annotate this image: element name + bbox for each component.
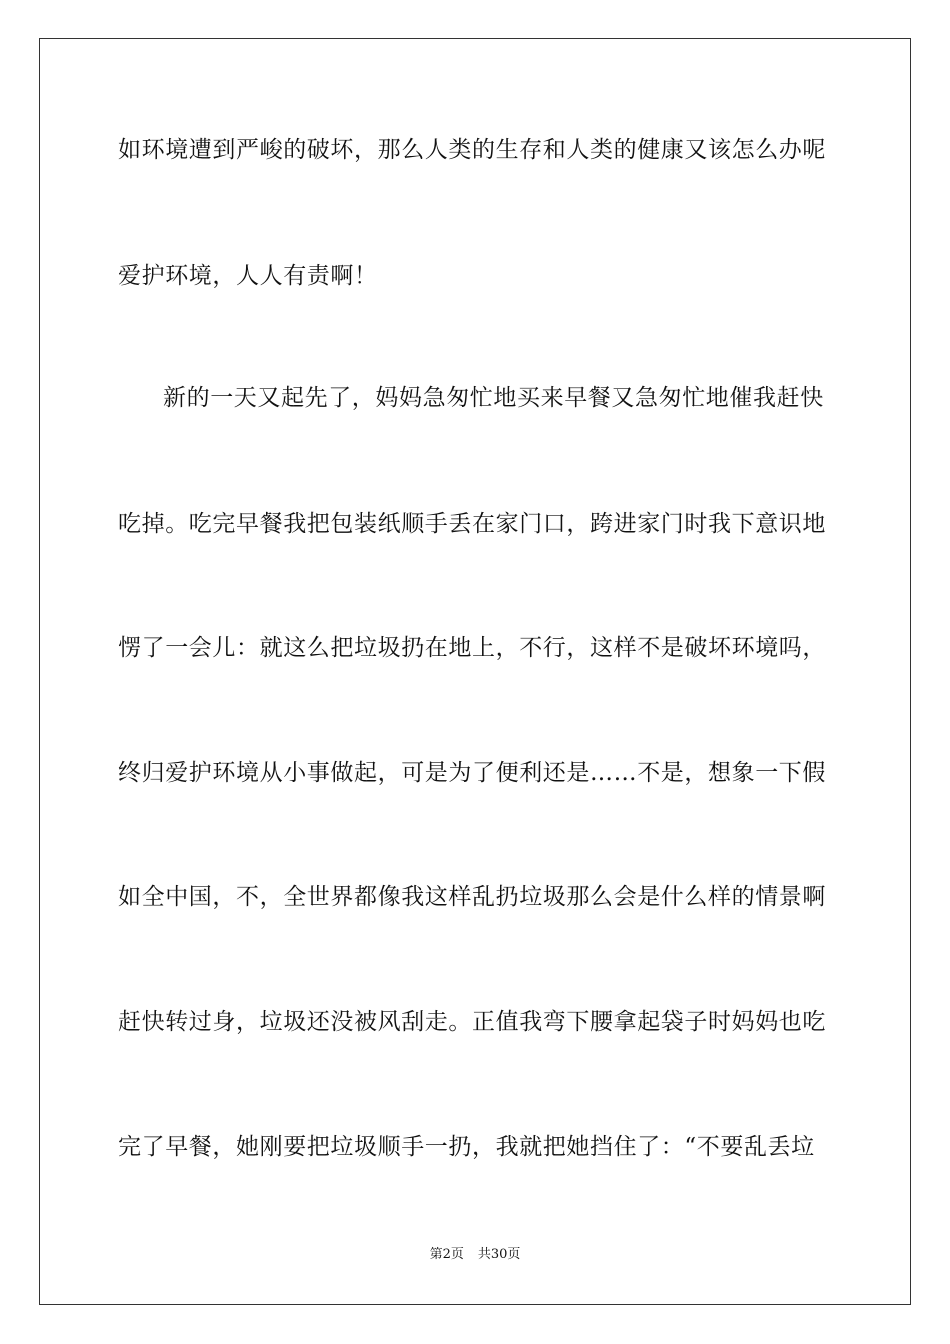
text-line: 爱护环境，人人有责啊！ xyxy=(118,263,378,289)
page-number: 第2页 xyxy=(429,1247,464,1262)
text-line: 吃掉。吃完早餐我把包装纸顺手丢在家门口，跨进家门时我下意识地 xyxy=(118,511,826,537)
page-footer xyxy=(0,1247,950,1263)
text-line: 如环境遭到严峻的破坏，那么人类的生存和人类的健康又该怎么办呢 xyxy=(118,137,826,163)
text-line: 赶快转过身，垃圾还没被风刮走。正值我弯下腰拿起袋子时妈妈也吃 xyxy=(118,1009,826,1035)
page-border xyxy=(39,38,911,1305)
text-line: 如全中国，不，全世界都像我这样乱扔垃圾那么会是什么样的情景啊 xyxy=(118,884,826,910)
text-line: 终归爱护环境从小事做起，可是为了便利还是……不是，想象一下假 xyxy=(118,760,826,786)
paragraph-first-line: 新的一天又起先了，妈妈急匆忙地买来早餐又急匆忙地催我赶快 xyxy=(163,385,824,411)
text-line: 愣了一会儿：就这么把垃圾扔在地上，不行，这样不是破坏环境吗， xyxy=(118,635,826,661)
text-line: 完了早餐，她刚要把垃圾顺手一扔，我就把她挡住了：“不要乱丢垃 xyxy=(118,1134,815,1160)
page-total: 共30页 xyxy=(477,1247,521,1262)
